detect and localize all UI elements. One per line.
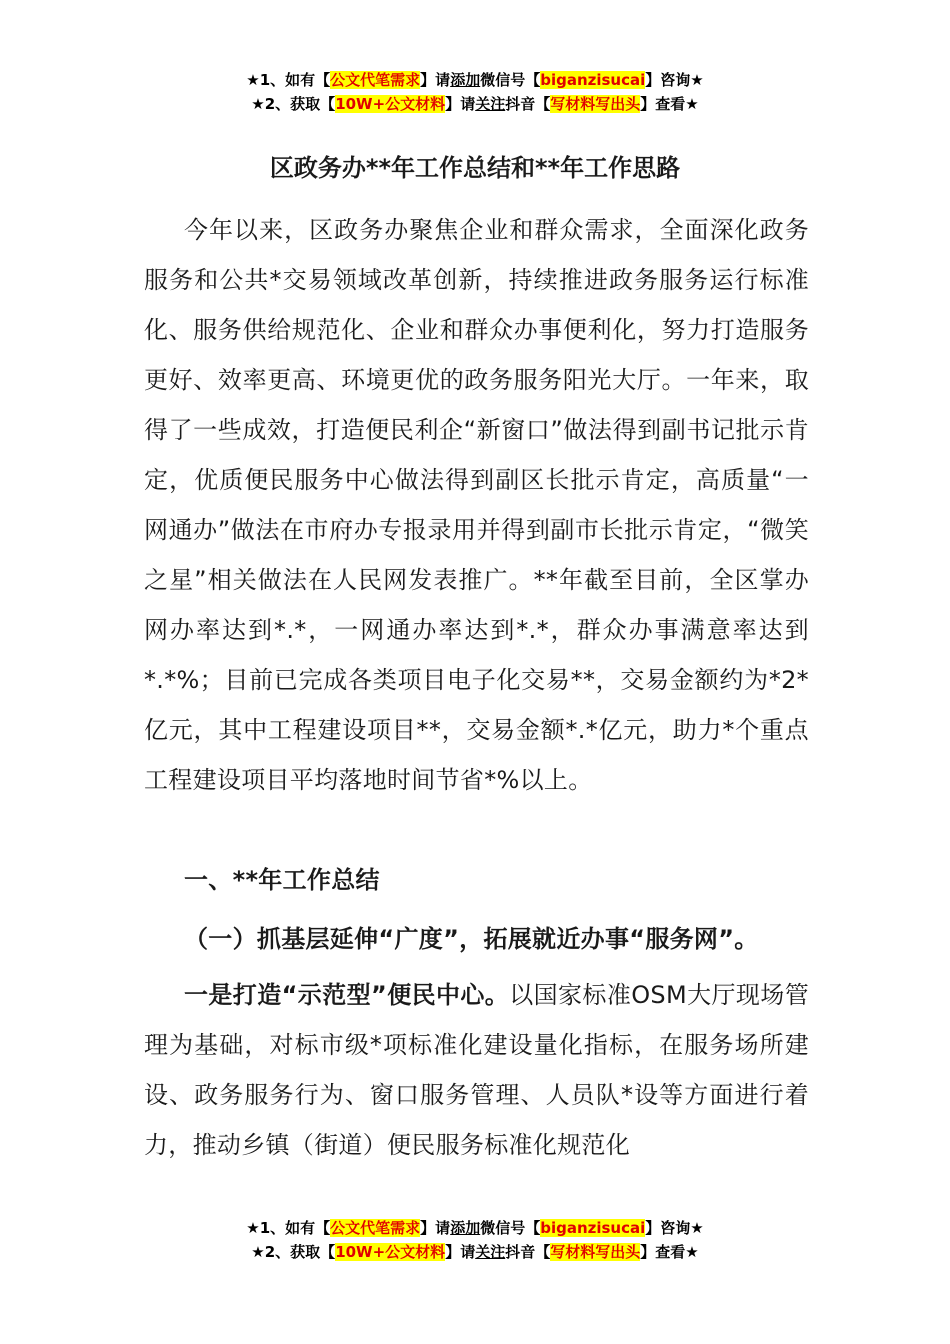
- banner-text: 】咨询★: [645, 1219, 704, 1237]
- banner-text: 微信号【: [480, 1219, 541, 1237]
- banner-underline: 添加: [450, 71, 481, 89]
- banner-highlight: 10W+公文材料: [335, 95, 446, 113]
- banner-highlight: 公文代笔需求: [330, 1219, 421, 1237]
- section-heading-1: [144, 855, 809, 905]
- banner-text: 】请: [420, 1219, 451, 1237]
- banner-line-2: [0, 92, 950, 116]
- banner-highlight: 写材料写出头: [550, 95, 641, 113]
- intro-section: [144, 205, 809, 805]
- banner-text: ★2、获取【: [251, 95, 336, 113]
- paragraph-2-lead: 一是打造“示范型”便民中心。: [184, 981, 510, 1009]
- heading-2-text: （一）抓基层延伸“广度”，拓展就近办事“服务网”。: [184, 925, 759, 953]
- banner-highlight: biganzisucai: [540, 1219, 646, 1237]
- header-banner: [0, 68, 950, 116]
- banner-line-2: [0, 1240, 950, 1264]
- banner-text: 】请: [445, 1243, 476, 1261]
- banner-text: 】查看★: [640, 1243, 699, 1261]
- paragraph-2: [144, 970, 809, 1170]
- banner-text: ★2、获取【: [251, 1243, 336, 1261]
- banner-text: 抖音【: [505, 1243, 551, 1261]
- paragraph-2-body: 以国家标准OSM大厅现场管理为基础，对标市级*项标准化建设量化指标，在服务场所建设、政务服务行为、窗口服务管理、人员队*设等方面进行着力，推动乡镇（街道）便民服务标准化规范化: [144, 981, 809, 1159]
- banner-underline: 添加: [450, 1219, 481, 1237]
- banner-line-1: [0, 68, 950, 92]
- banner-text: 】查看★: [640, 95, 699, 113]
- banner-text: 】咨询★: [645, 71, 704, 89]
- banner-line-1: [0, 1216, 950, 1240]
- banner-text: 抖音【: [505, 95, 551, 113]
- footer-banner: [0, 1216, 950, 1264]
- section-heading-2: [144, 914, 809, 964]
- banner-text: 】请: [445, 95, 476, 113]
- body-paragraph-2: [144, 970, 809, 1170]
- banner-highlight: biganzisucai: [540, 71, 646, 89]
- banner-highlight: 公文代笔需求: [330, 71, 421, 89]
- banner-highlight: 10W+公文材料: [335, 1243, 446, 1261]
- banner-highlight: 写材料写出头: [550, 1243, 641, 1261]
- banner-text: 微信号【: [480, 71, 541, 89]
- banner-underline: 关注: [475, 95, 506, 113]
- banner-text: ★1、如有【: [246, 71, 331, 89]
- heading-1-text: 一、**年工作总结: [184, 866, 380, 894]
- banner-text: 】请: [420, 71, 451, 89]
- banner-underline: 关注: [475, 1243, 506, 1261]
- document-title: 区政务办**年工作总结和**年工作思路: [269, 154, 681, 182]
- intro-paragraph: 今年以来，区政务办聚焦企业和群众需求，全面深化政务服务和公共*交易领域改革创新，持续推进政务服务运行标准化、服务供给规范化、企业和群众办事便利化，努力打造服务更好、效率更高、环境更优的政务服务阳光大厅。一年来，取得了一些成效，打造便民利企“新窗口”做法得到副书记批示肯定，优质便民服务中心做法得到副区长批示肯定，高质量“一网通办”做法在市府办专报录用并得到副市长批示肯定，“微笑之星”相关做法在人民网发表推广。**年截至目前，全区掌办网办率达到*.*，一网通办率达到*.*，群众办事满意率达到*.*%；目前已完成各类项目电子化交易**，交易金额约为*2*亿元，其中工程建设项目**，交易金额*.*亿元，助力*个重点工程建设项目平均落地时间节省*%以上。: [144, 216, 809, 794]
- banner-text: ★1、如有【: [246, 1219, 331, 1237]
